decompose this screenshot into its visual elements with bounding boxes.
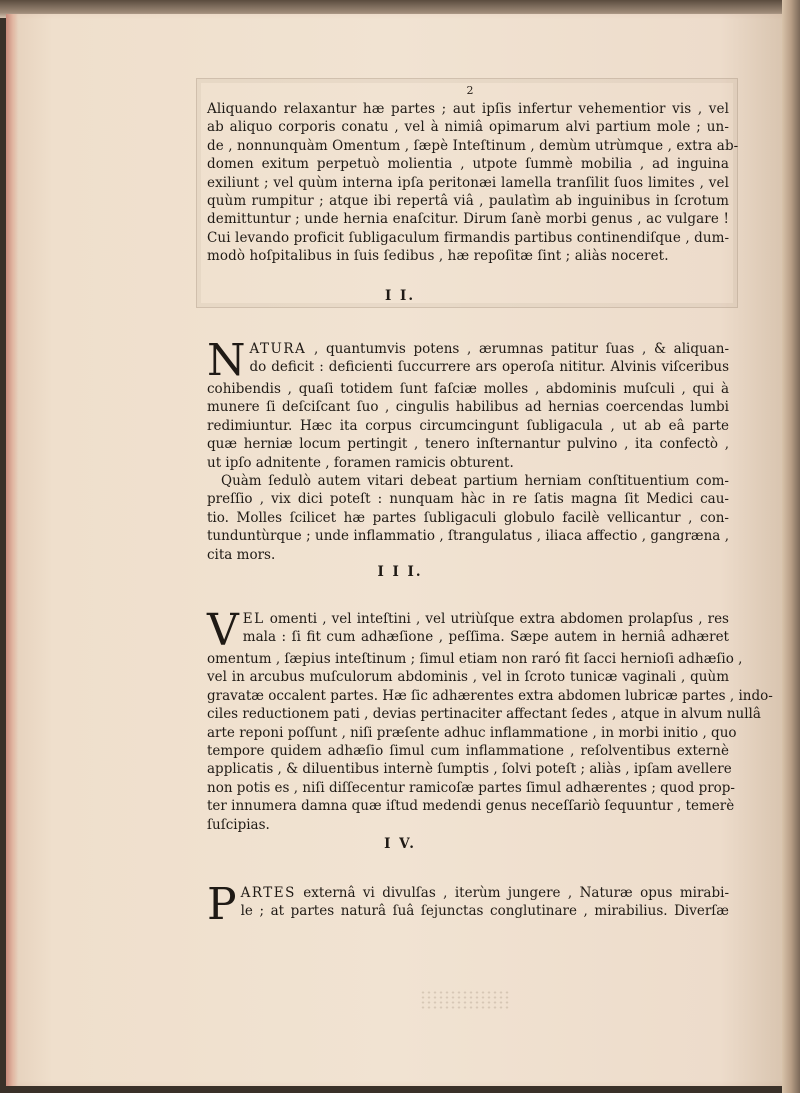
section-heading-3: I I I. [377, 564, 423, 580]
text-line: arte reponi poſſunt , niſi præſente adhuc inflammatione , in morbi initio , quo [207, 724, 737, 741]
text-line: exiliunt ; vel quùm interna ipſa peritonæi lamella tranſilit ſuos limites , vel [207, 174, 729, 191]
first-word: ATURA [249, 341, 307, 357]
text-line: tunduntùrque ; unde inflammatio , ſtrangulatus , iliaca affectio , gangræna , [207, 528, 729, 545]
text-line: mala : ſi fit cum adhæſione , peſſima. Sæpe autem in herniâ adhæret [242, 629, 729, 646]
text-line: cita mors. [207, 546, 276, 563]
text-line: modò hoſpitalibus in ſuis ſedibus , hæ repoſitæ ſint ; aliàs noceret. [207, 248, 669, 265]
text-line: quæ herniæ locum pertingit , tenero inſternantur pulvino , ita confectò , [207, 436, 729, 453]
text-line: Cui levando proficit ſubligaculum firmandis partibus continendiſque , dum- [207, 229, 730, 246]
page-number: 2 [466, 84, 474, 97]
section-4-text [207, 879, 730, 930]
text-line: externâ vi divulſas , iterùm jungere , Naturæ opus mirabi- [303, 885, 730, 901]
text-line: de , nonnunquàm Omentum , ſæpè Inteſtinum , demùm utrùmque , extra ab- [207, 137, 739, 154]
text-line: tio. Molles ſcilicet hæ partes ſubligaculi globulo facilè vellicantur , con- [207, 509, 729, 526]
drop-cap: N [207, 335, 246, 386]
text-line: Aliquando relaxantur hæ partes ; aut ipſis infertur vehementior vis , vel [207, 101, 729, 117]
text-line: , quantumvis potens , ærumnas patitur ſuas , & aliquan- [314, 341, 730, 357]
text-line: omenti , vel inteſtini , vel utriùſque extra abdomen prolapſus , res [269, 611, 729, 627]
text-line: do deficit : deficienti ſuccurrere ars operoſa nititur. Alvinis viſceribus [249, 359, 729, 376]
text-line: vel in arcubus muſculorum abdominis , vel in ſcroto tunicæ vaginali , quùm [207, 669, 729, 686]
text-line: Quàm ſedulò autem vitari debeat partium herniam conſtituentium com- [221, 473, 729, 490]
section-heading-2: I I. [384, 288, 416, 304]
text-line: demittuntur ; unde hernia enaſcitur. Dirum ſanè morbi genus , ac vulgare ! [207, 211, 729, 228]
show-through-ornament [420, 990, 510, 1010]
text-line: gravatæ occalent partes. Hæ ſic adhærentes extra abdomen lubricæ partes , indo- [207, 687, 773, 704]
section-heading-4: I V. [384, 836, 416, 852]
text-line: ut ipſo adnitente , foramen ramicis obturent. [207, 454, 514, 471]
section-3-text [207, 605, 773, 834]
section-1-text [207, 100, 739, 266]
text-line: non potis es , niſi diſſecentur ramicoſæ partes ſimul adhærentes ; quod prop- [207, 779, 735, 796]
first-word: ARTES [240, 885, 296, 901]
text-line: domen exitum perpetuò molientia , utpote ſummè mobilia , ad inguina [207, 156, 729, 173]
text-line: quùm rumpitur ; atque ibi repertâ viâ , paulatìm ab inguinibus in ſcrotum [207, 193, 729, 210]
text-line: tempore quidem adhæſio ſimul cum inflammatione , reſolventibus externè [207, 743, 729, 760]
page-gutter-edge [6, 14, 18, 1086]
section-2-text [207, 335, 730, 564]
text-line: applicatis , & diluentibus internè ſumptis , ſolvi poteſt ; aliàs , ipſam avellere [207, 761, 732, 778]
drop-cap: P [207, 879, 237, 930]
text-line: ſuſcipias. [207, 816, 270, 833]
text-line: munere ſi deſciſcant ſuo , cingulis habilibus ad hernias coercendas lumbi [207, 399, 729, 416]
text-line: ciles reductionem pati , devias pertinaciter affectant ſedes , atque in alvum nullâ [207, 706, 761, 723]
text-line: omentum , ſæpius inteſtinum ; ſimul etiam non raró fit ſacci hernioſi adhæſio , [207, 651, 743, 667]
text-line: cohibendis , quaſi totidem ſunt faſciæ molles , abdominis muſculi , qui à [207, 381, 729, 397]
first-word: EL [242, 611, 265, 627]
text-line: le ; at partes naturâ ſuâ ſejunctas conglutinare , mirabilius. Diverſæ [240, 903, 729, 920]
text-line: ab aliquo corporis conatu , vel à nimiâ opimarum alvi partium mole ; un- [207, 119, 729, 136]
text-line: ter innumera damna quæ iſtud medendi genus neceſſariò ſequuntur , temerè [207, 798, 735, 815]
text-line: preſſio , vix dici poteſt : nunquam hàc in re ſatis magna ſit Medici cau- [207, 491, 729, 508]
drop-cap: V [207, 605, 239, 656]
book-right-edge [782, 0, 800, 1093]
text-line: redimiuntur. Hæc ita corpus circumcingunt ſubligacula , ut ab eâ parte [207, 417, 729, 434]
